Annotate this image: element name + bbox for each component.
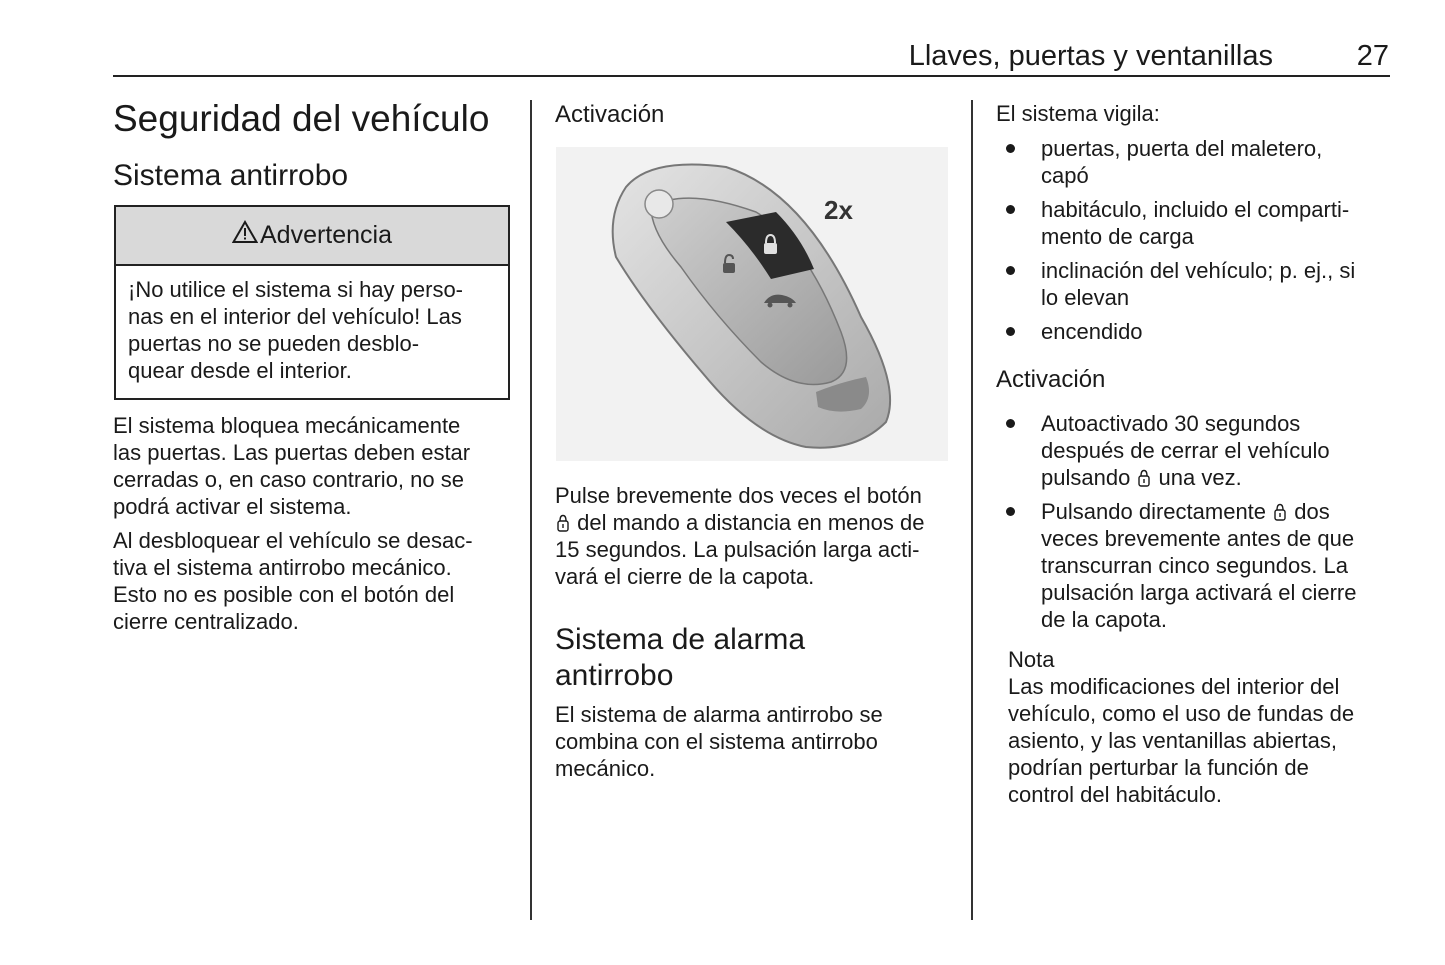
text-line: cierre centralizado. bbox=[113, 609, 299, 634]
warning-line: quear desde el interior. bbox=[128, 358, 352, 383]
text-line: El sistema de alarma antirrobo se bbox=[555, 702, 883, 727]
figure-label-2x: 2x bbox=[824, 195, 853, 225]
list-item: Autoactivado 30 segundos después de cerrar el vehículo pulsando una vez. bbox=[996, 410, 1406, 491]
column-divider-1 bbox=[530, 100, 532, 920]
text-line: El sistema bloquea mecánicamente bbox=[113, 413, 461, 438]
text-line: combina con el sistema antirrobo bbox=[555, 729, 878, 754]
text-line: mecánico. bbox=[555, 756, 656, 781]
text-line: control del habitáculo. bbox=[1008, 782, 1223, 807]
page-number: 27 bbox=[1356, 40, 1389, 72]
text-line: cerradas o, en caso contrario, no se bbox=[113, 467, 464, 492]
lock-icon bbox=[557, 511, 569, 529]
warning-box bbox=[114, 205, 510, 400]
text-line: tiva el sistema antirrobo mecánico. bbox=[113, 555, 452, 580]
paragraph-unlock bbox=[113, 527, 473, 635]
paragraph-alarm bbox=[555, 701, 883, 782]
note-title: Nota bbox=[1008, 647, 1055, 672]
text-line: vehículo, como el uso de fundas de bbox=[1008, 701, 1355, 726]
text-line: Pulse brevemente dos veces el botón bbox=[555, 483, 922, 508]
warning-triangle-icon bbox=[232, 220, 258, 251]
activation-heading-col3: Activación bbox=[996, 366, 1106, 393]
activation-list bbox=[996, 410, 1406, 640]
warning-line: puertas no se pueden desblo- bbox=[128, 331, 420, 356]
warning-header bbox=[116, 207, 508, 266]
section-title: Seguridad del vehículo bbox=[113, 98, 490, 139]
subsection-title-alarm bbox=[555, 622, 805, 694]
lock-icon bbox=[1138, 466, 1150, 484]
text-fragment: del mando a distancia en menos de bbox=[571, 510, 925, 535]
monitor-list bbox=[996, 135, 1406, 352]
monitor-intro: El sistema vigila: bbox=[996, 101, 1160, 126]
lock-icon bbox=[1274, 500, 1286, 518]
list-item: puertas, puerta del maletero, capó bbox=[996, 135, 1406, 189]
list-item: inclinación del vehículo; p. ej., si lo elevan bbox=[996, 257, 1406, 311]
subsection-title-antitheft: Sistema antirrobo bbox=[113, 159, 349, 192]
list-item: Pulsando directamente dos veces brevemente antes de que transcurran cinco segundos. La pulsación larga activará el cierre de la capota. bbox=[996, 498, 1406, 633]
text-line: asiento, y las ventanillas abiertas, bbox=[1008, 728, 1337, 753]
list-item: habitáculo, incluido el comparti- mento de carga bbox=[996, 196, 1406, 250]
warning-text bbox=[116, 266, 508, 384]
note-block bbox=[1008, 646, 1354, 808]
heading-line: antirrobo bbox=[555, 659, 674, 692]
heading-line: Sistema de alarma bbox=[555, 623, 806, 656]
text-line: Al desbloquear el vehículo se desac- bbox=[113, 528, 473, 553]
text-line: podrá activar el sistema. bbox=[113, 494, 352, 519]
text-line: Las modificaciones del interior del bbox=[1008, 674, 1340, 699]
header-rule bbox=[113, 75, 1390, 77]
paragraph-press-twice bbox=[555, 482, 924, 590]
text-line: 15 segundos. La pulsación larga acti- bbox=[555, 537, 920, 562]
column-divider-2 bbox=[971, 100, 973, 920]
activation-heading-col2: Activación bbox=[555, 101, 665, 128]
warning-line: nas en el interior del vehículo! Las bbox=[128, 304, 462, 329]
key-fob-illustration bbox=[556, 147, 948, 461]
list-item: encendido bbox=[996, 318, 1406, 345]
text-line: vará el cierre de la capota. bbox=[555, 564, 815, 589]
warning-line: ¡No utilice el sistema si hay perso- bbox=[128, 277, 464, 302]
text-line: las puertas. Las puertas deben estar bbox=[113, 440, 471, 465]
warning-title: Advertencia bbox=[259, 221, 393, 249]
text-line: Esto no es posible con el botón del bbox=[113, 582, 455, 607]
text-line-with-icon bbox=[555, 509, 924, 536]
running-header-title: Llaves, puertas y ventanillas bbox=[908, 40, 1273, 72]
key-fob-icon bbox=[556, 147, 948, 461]
paragraph-mechanical-lock bbox=[113, 412, 470, 520]
text-line: podrían perturbar la función de bbox=[1008, 755, 1309, 780]
